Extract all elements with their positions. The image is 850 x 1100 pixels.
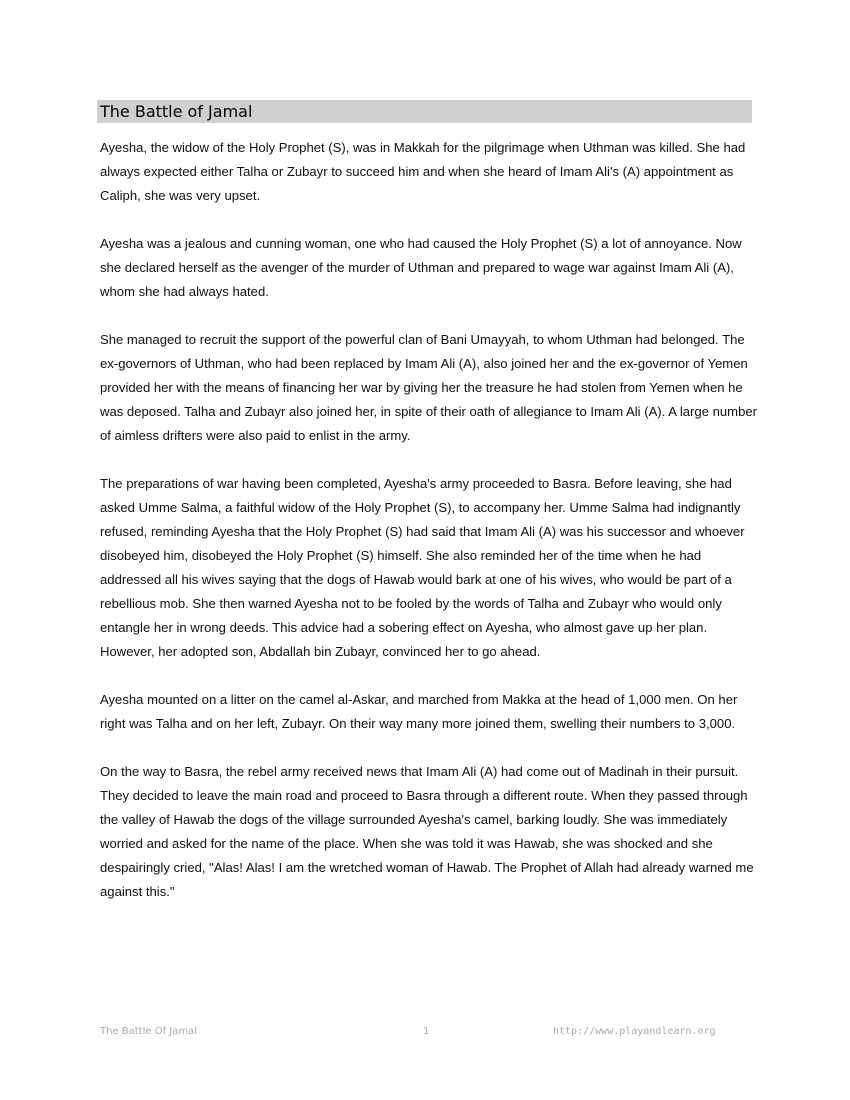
section-heading-bar bbox=[97, 100, 752, 123]
footer-document-title: The Battle Of Jamal bbox=[100, 1026, 198, 1037]
footer-page-number: 1 bbox=[423, 1026, 430, 1037]
footer-url: http://www.playandlearn.org bbox=[553, 1026, 716, 1037]
paragraph-4: The preparations of war having been completed, Ayesha's army proceeded to Basra. Before leaving, she had asked Umme Salma, a faithful widow of the Holy Prophet (S), to accompany her. Umme Salma had indignantly refused, reminding Ayesha that the Holy Prophet (S) had said that Imam Ali (A) was his successor and whoever disobeyed him, disobeyed the Holy Prophet (S) himself. She also reminded her of the time when he had addressed all his wives saying that the dogs of Hawab would bark at one of his wives, who would be part of a rebellious mob. She then warned Ayesha not to be fooled by the words of Talha and Zubayr who would only entangle her in wrong deeds. This advice had a sobering effect on Ayesha, who almost gave up her plan. However, her adopted son, Abdallah bin Zubayr, convinced her to go ahead. bbox=[100, 476, 745, 659]
page-title: The Battle of Jamal bbox=[100, 102, 253, 121]
paragraph-1: Ayesha, the widow of the Holy Prophet (S), was in Makkah for the pilgrimage when Uthman was killed. She had always expected either Talha or Zubayr to succeed him and when she heard of Imam Ali's (A) appointment as Caliph, she was very upset. bbox=[100, 140, 746, 203]
paragraph-3: She managed to recruit the support of the powerful clan of Bani Umayyah, to whom Uthman had belonged. The ex-governors of Uthman, who had been replaced by Imam Ali (A), also joined her and the ex-governor of Yemen provided her with the means of financing her war by giving her the treasure he had stolen from Yemen when he was deposed. Talha and Zubayr also joined her, in spite of their oath of allegiance to Imam Ali (A). A large number of aimless drifters were also paid to enlist in the army. bbox=[100, 332, 758, 443]
paragraph-6: On the way to Basra, the rebel army received news that Imam Ali (A) had come out of Madinah in their pursuit. They decided to leave the main road and proceed to Basra through a different route. When they passed through the valley of Hawab the dogs of the village surrounded Ayesha's camel, barking loudly. She was immediately worried and asked for the name of the place. When she was told it was Hawab, she was shocked and she despairingly cried, "Alas! Alas! I am the wretched woman of Hawab. The Prophet of Allah had already warned me against this." bbox=[100, 764, 754, 899]
article-body bbox=[100, 136, 760, 928]
paragraph-2: Ayesha was a jealous and cunning woman, one who had caused the Holy Prophet (S) a lot of annoyance. Now she declared herself as the avenger of the murder of Uthman and prepared to wage war against Imam Ali (A), whom she had always hated. bbox=[100, 236, 742, 299]
paragraph-5: Ayesha mounted on a litter on the camel al-Askar, and marched from Makka at the head of 1,000 men. On her right was Talha and on her left, Zubayr. On their way many more joined them, swelling their numbers to 3,000. bbox=[100, 692, 738, 731]
